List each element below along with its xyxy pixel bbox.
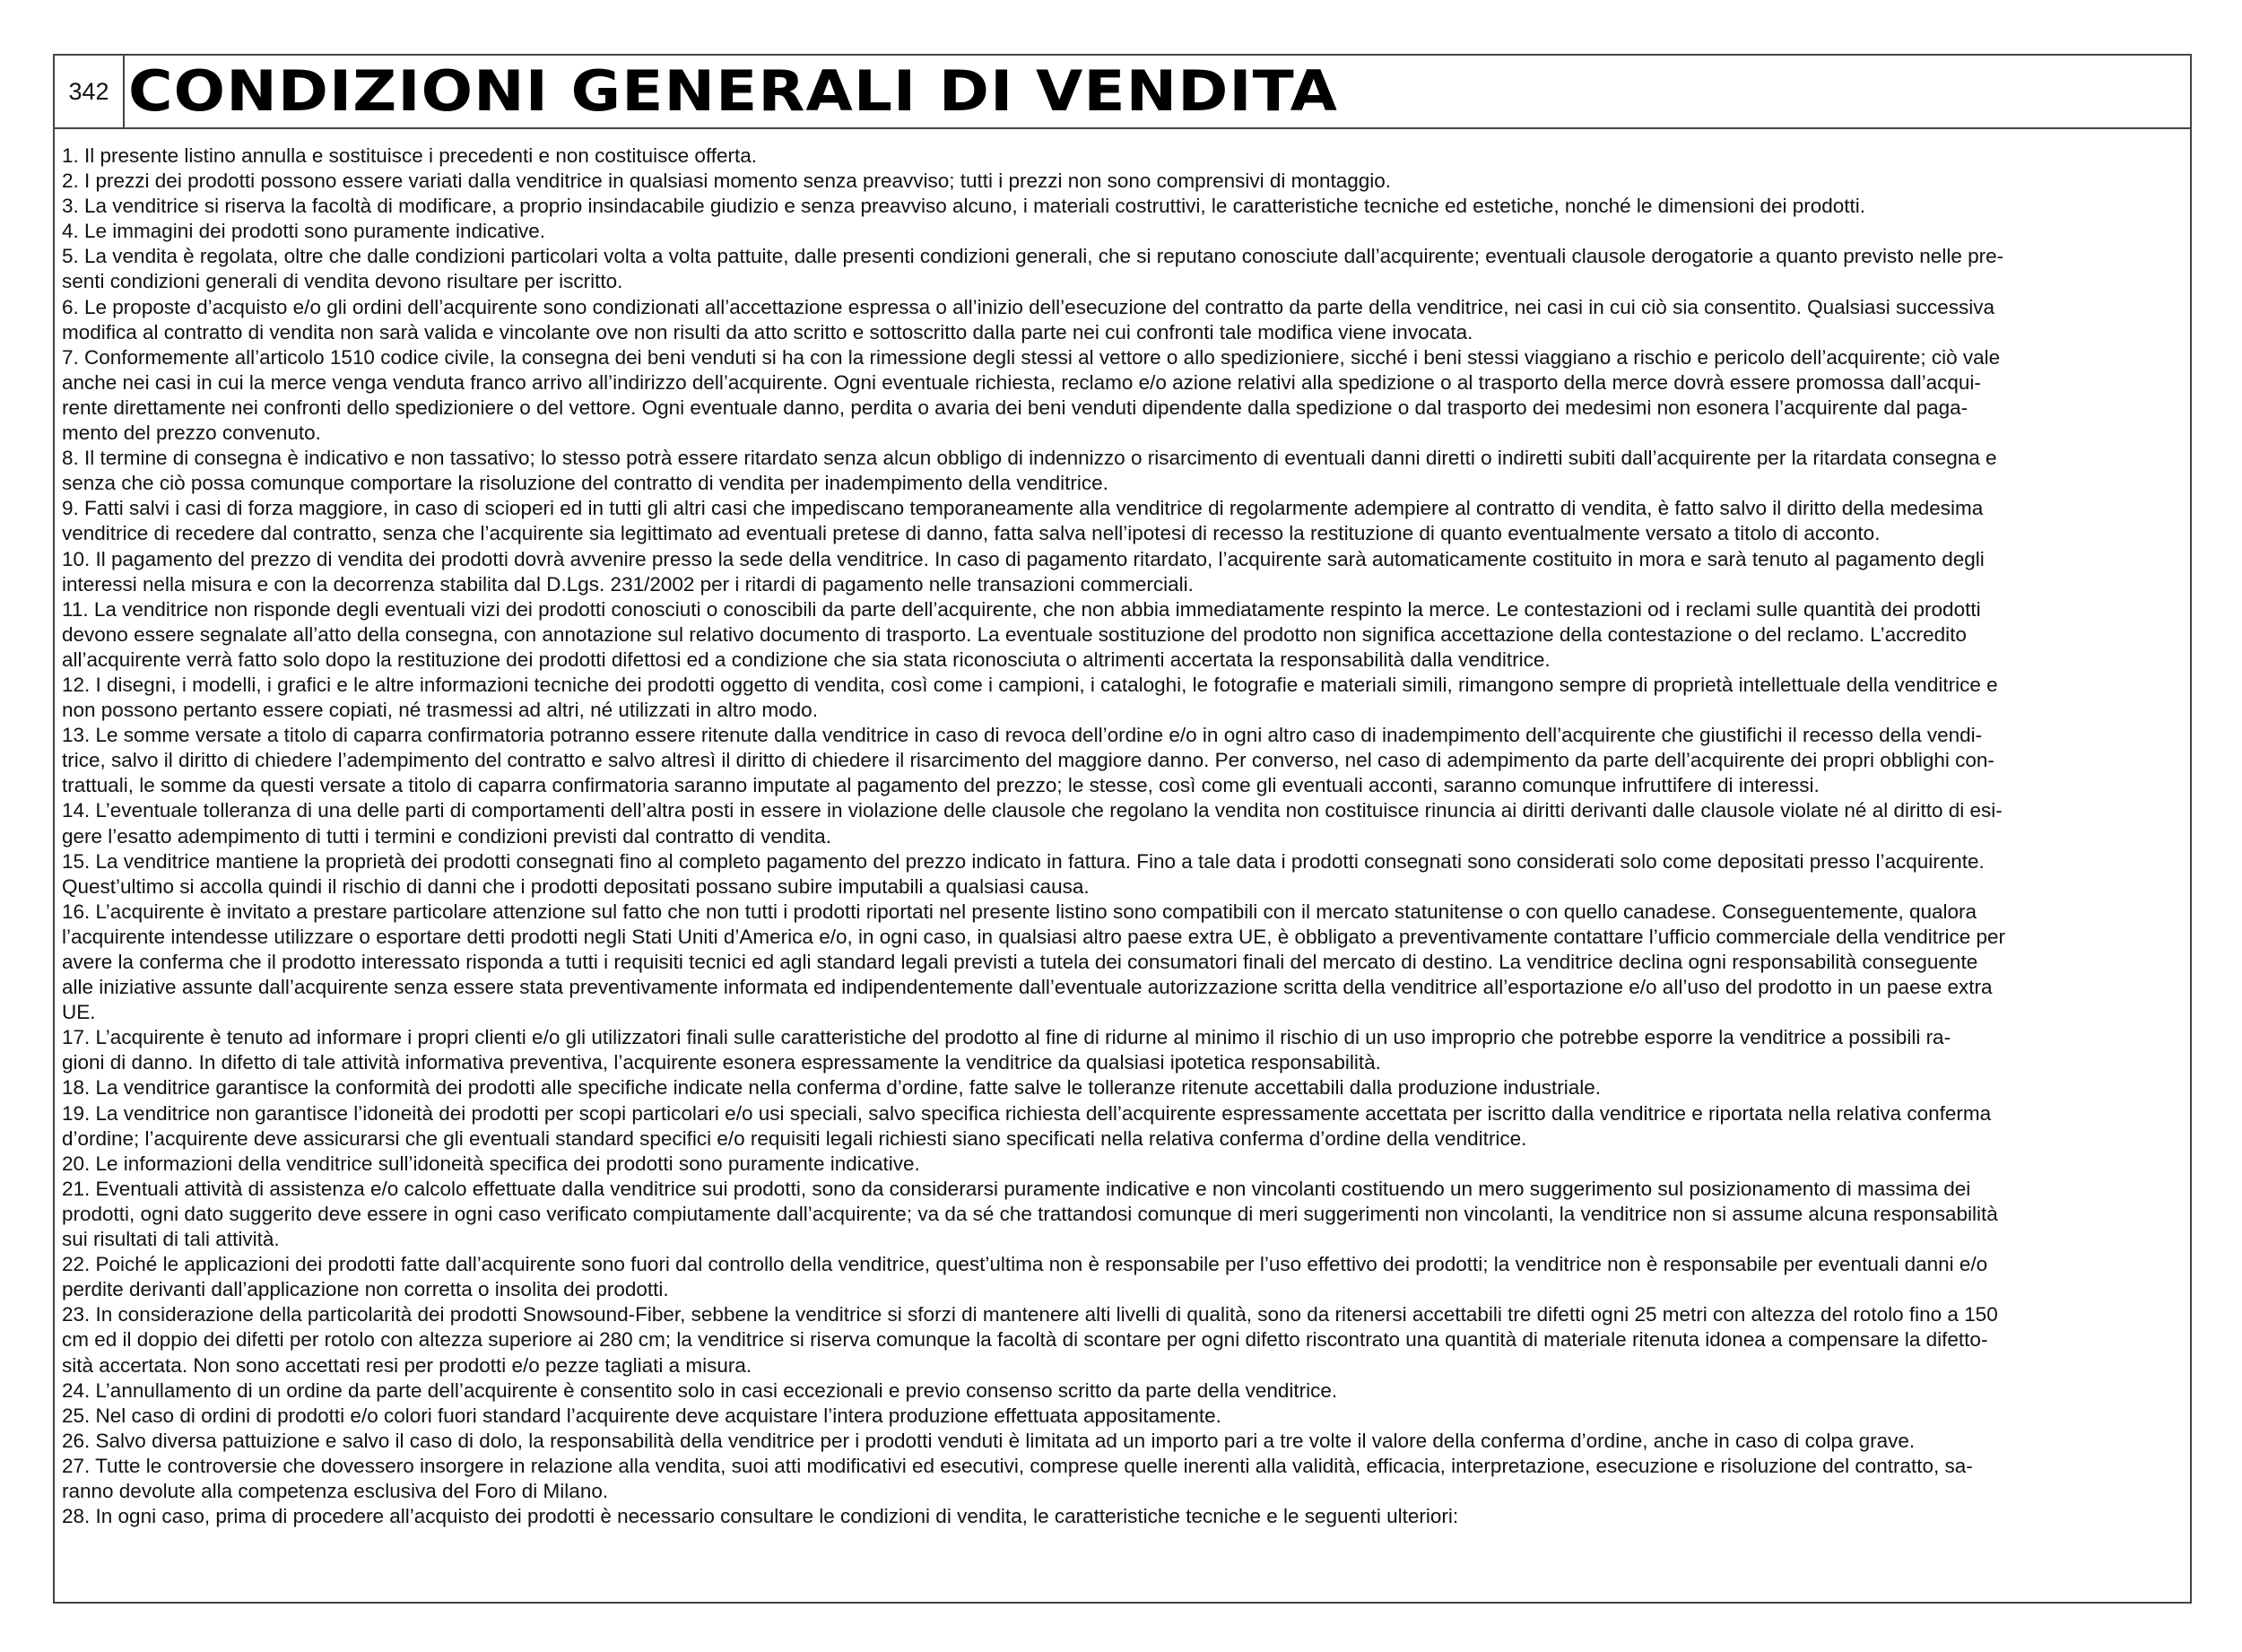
clause-line: ranno devolute alla competenza esclusiva del Foro di Milano. [62,1479,609,1502]
clause-11 [62,597,2187,673]
clause-line: 3. La venditrice si riserva la facoltà di modificare, a proprio insindacabile giudizio e senza preavviso alcuno, i materiali costruttivi, le caratteristiche tecniche ed estetiche, nonché le dimensioni dei prodotti. [62,195,1866,218]
clause-line: 24. L’annullamento di un ordine da parte dell’acquirente è consentito solo in casi eccezionali e previo consenso scritto da parte della venditrice. [62,1378,1338,1402]
clause-26 [62,1429,2187,1454]
clause-line: 17. L’acquirente è tenuto ad informare i propri clienti e/o gli utilizzatori finali sulle caratteristiche del prodotto al fine di ridurne al minimo il rischio di un uso improprio che potrebbe esporre la venditrice a possibili ra- [62,1026,1951,1049]
clause-line: 28. In ogni caso, prima di procedere all’acquisto dei prodotti è necessario consultare le condizioni di vendita, le caratteristiche tecniche e le seguenti ulteriori: [62,1505,1459,1528]
clause-line: 22. Poiché le applicazioni dei prodotti fatte dall’acquirente sono fuori dal controllo della venditrice, quest’ultima non è responsabile per l’uso effettivo dei prodotti; la venditrice non è responsabile per eventuali danni e/o [62,1253,1988,1276]
clause-3 [62,194,2187,219]
clause-line: 1. Il presente listino annulla e sostituisce i precedenti e non costituisce offerta. [62,144,758,167]
clause-15 [62,849,2187,900]
clause-line: gere l’esatto adempimento di tutti i termini e condizioni previsti dal contratto di vendita. [62,824,831,848]
header [55,56,2190,129]
clause-line: gioni di danno. In difetto di tale attività informativa preventiva, l’acquirente esonera espressamente la venditrice da qualsiasi ipotetica responsabilità. [62,1051,1381,1074]
clause-line: 6. Le proposte d’acquisto e/o gli ordini dell’acquirente sono condizionati all’accettazione espressa o all’inizio dell’esecuzione del contratto da parte della venditrice, nei casi in cui ciò sia consentito. Qualsiasi successiva [62,295,1994,318]
clause-7 [62,345,2187,446]
clause-line: venditrice di recedere dal contratto, senza che l’acquirente sia legittimato ad eventuali pretese di danno, fatta salva nell’ipotesi di recesso la restituzione di quanto eventualmente versato a titolo di acconto. [62,522,1881,545]
clause-line: alle iniziative assunte dall’acquirente senza essere stata preventivamente informata ed indipendentemente dall’eventuale autorizzazione scritta della venditrice all’esportazione e/o all’uso del prodotto in un paese extra [62,976,1993,999]
clause-line: sità accertata. Non sono accettati resi per prodotti e/o pezze tagliati a misura. [62,1353,752,1377]
page-frame [53,54,2192,1604]
clause-line: 8. Il termine di consegna è indicativo e non tassativo; lo stesso potrà essere ritardato senza alcun obbligo di indennizzo o risarcimento di eventuali danni diretti o indiretti subiti dall’acquirente per la ritardata consegna e [62,447,1997,470]
clause-line: 11. La venditrice non risponde degli eventuali vizi dei prodotti conosciuti o conoscibili da parte dell’acquirente, che non abbia immediatamente respinto la merce. Le contestazioni od i reclami sulle quantità dei prodotti [62,597,1981,621]
clause-line: senza che ciò possa comunque comportare la risoluzione del contratto di vendita per inadempimento della venditrice. [62,472,1108,495]
clause-line: Quest’ultimo si accolla quindi il rischio di danni che i prodotti depositati possano subire imputabili a qualsiasi causa. [62,874,1090,898]
clause-line: interessi nella misura e con la decorrenza stabilita dal D.Lgs. 231/2002 per i ritardi di pagamento nelle transazioni commerciali. [62,572,1194,596]
clause-line: 2. I prezzi dei prodotti possono essere variati dalla venditrice in qualsiasi momento senza preavviso; tutti i prezzi non sono comprensivi di montaggio. [62,170,1392,193]
page-title: CONDIZIONI GENERALI DI VENDITA [128,58,1338,124]
clause-4 [62,219,2187,244]
clause-line: prodotti, ogni dato suggerito deve essere in ogni caso verificato compiutamente dall’acquirente; va da sé che trattandosi comunque di meri suggerimenti non vincolanti, la venditrice non si assume alcuna responsabilità [62,1202,1998,1225]
clause-line: 4. Le immagini dei prodotti sono puramente indicative. [62,220,546,243]
clauses-list [62,143,2187,1529]
clause-10 [62,547,2187,597]
clause-line: 16. L’acquirente è invitato a prestare particolare attenzione sul fatto che non tutti i prodotti riportati nel presente listino sono compatibili con il mercato statunitense o con quello canadese. Conseguentemente, qualora [62,900,1977,923]
clause-line: modifica al contratto di vendita non sarà valida e vincolante ove non risulti da atto scritto e sottoscritto dalla parte nei cui confronti tale modifica viene invocata. [62,320,1473,343]
clause-5 [62,244,2187,294]
clause-line: sui risultati di tali attività. [62,1228,280,1251]
clause-line: 14. L’eventuale tolleranza di una delle parti di comportamenti dell’altra posti in essere in violazione delle clausole che regolano la vendita non costituisce rinuncia ai diritti derivanti dalle clausole violate né al diritto di esi- [62,799,2003,822]
clause-line: senti condizioni generali di vendita devono risultare per iscritto. [62,270,623,293]
clause-2 [62,169,2187,194]
clause-13 [62,723,2187,798]
clause-20 [62,1152,2187,1177]
clause-line: 25. Nel caso di ordini di prodotti e/o colori fuori standard l’acquirente deve acquistare l’intera produzione effettuata appositamente. [62,1404,1221,1427]
clause-line: 9. Fatti salvi i casi di forza maggiore, in caso di scioperi ed in tutti gli altri casi che impediscano temporaneamente alla venditrice di regolarmente adempiere al contratto di vendita, è fatto salvo il diritto della medesima [62,497,1984,520]
clause-8 [62,446,2187,496]
clause-line: trice, salvo il diritto di chiedere l’adempimento del contratto e salvo altresì il diritto di chiedere il risarcimento del maggiore danno. Per converso, nel caso di adempimento da parte dell’acquirente dei propri obblighi con- [62,749,1994,772]
clause-16 [62,900,2187,1025]
clause-line: l’acquirente intendesse utilizzare o esportare detti prodotti negli Stati Uniti d’America e/o, in ogni caso, in qualsiasi altro paese extra UE, è obbligato a preventivamente contattare l’ufficio commerciale della venditrice per [62,925,2005,948]
page-number: 342 [55,56,125,127]
clause-line: anche nei casi in cui la merce venga venduta franco arrivo all’indirizzo dell’acquirente. Ogni eventuale richiesta, reclamo e/o azione relativi alla spedizione o al trasporto della merce dovrà essere promossa dall’acqui- [62,370,1981,394]
clause-line: 23. In considerazione della particolarità dei prodotti Snowsound-Fiber, sebbene la venditrice si sforzi di mantenere alti livelli di qualità, sono da ritenersi accettabili tre difetti ogni 25 metri con altezza del rotolo fino a 150 [62,1303,1998,1326]
clause-line: 10. Il pagamento del prezzo di vendita dei prodotti dovrà avvenire presso la sede della venditrice. In caso di pagamento ritardato, l’acquirente sarà automaticamente costituito in mora e sarà tenuto al pagamento degli [62,547,1985,570]
clause-17 [62,1025,2187,1075]
clause-line: cm ed il doppio dei difetti per rotolo con altezza superiore ai 280 cm; la venditrice si riserva comunque la facoltà di scontare per ogni difetto riscontrato una quantità di materiale ritenuta idonea a compensare la difetto- [62,1328,1988,1352]
clause-line: avere la conferma che il prodotto interessato risponda a tutti i requisiti tecnici ed agli standard legali previsti a tutela dei consumatori finali del mercato di destino. La venditrice declina ogni responsabilità conseguente [62,951,1978,973]
clause-line: 21. Eventuali attività di assistenza e/o calcolo effettuate dalla venditrice sui prodotti, sono da considerarsi puramente indicative e non vincolanti costituendo un mero suggerimento sul posizionamento di massima dei [62,1177,1971,1200]
clause-14 [62,798,2187,848]
clause-line: 15. La venditrice mantiene la proprietà dei prodotti consegnati fino al completo pagamento del prezzo indicato in fattura. Fino a tale data i prodotti consegnati sono considerati solo come depositati presso l’acquirente. [62,849,1985,873]
clause-21 [62,1177,2187,1252]
clause-line: non possono pertanto essere copiati, né trasmessi ad altri, né utilizzati in altro modo. [62,699,818,722]
clause-line: perdite derivanti dall’applicazione non corretta o insolita dei prodotti. [62,1278,669,1301]
clause-line: 13. Le somme versate a titolo di caparra confirmatoria potranno essere ritenute dalla venditrice in caso di revoca dell’ordine e/o in ogni altro caso di inadempimento dell’acquirente che giustifichi il recesso della vendi- [62,724,1983,747]
clause-22 [62,1252,2187,1302]
clause-1 [62,143,2187,169]
clause-6 [62,295,2187,345]
clause-line: 20. Le informazioni della venditrice sull’idoneità specifica dei prodotti sono puramente indicative. [62,1152,920,1175]
clause-line: 7. Conformemente all’articolo 1510 codice civile, la consegna dei beni venduti si ha con la rimessione degli stessi al vettore o allo spedizioniere, sicché i beni stessi viaggiano a rischio e pericolo dell’acquirente; ciò vale [62,345,2001,369]
clause-18 [62,1075,2187,1100]
clause-19 [62,1101,2187,1152]
clause-line: devono essere segnalate all’atto della consegna, con annotazione sul relativo documento di trasporto. La eventuale sostituzione del prodotto non significa accettazione della contestazione o del reclamo. L’accredito [62,622,1967,646]
clause-line: UE. [62,1001,96,1024]
clause-25 [62,1404,2187,1429]
clause-line: 5. La vendita è regolata, oltre che dalle condizioni particolari volta a volta pattuite, dalle presenti condizioni generali, che si reputano conosciute dall’acquirente; eventuali clausole derogatorie a quanto previsto nelle pre- [62,245,2004,268]
clause-line: 26. Salvo diversa pattuizione e salvo il caso di dolo, la responsabilità della venditrice per i prodotti venduti è limitata ad un importo pari a tre volte il valore della conferma d’ordine, anche in caso di colpa grave. [62,1429,1916,1452]
clause-line: 12. I disegni, i modelli, i grafici e le altre informazioni tecniche dei prodotti oggetto di vendita, così come i campioni, i cataloghi, le fotografie e materiali simili, rimangono sempre di proprietà intellettuale della venditrice e [62,673,1998,696]
clause-line: rente direttamente nei confronti dello spedizioniere o del vettore. Ogni eventuale danno, perdita o avaria dei beni venduti dipendente dalla spedizione o dal trasporto dei medesimi non esonera l’acquirente dal paga- [62,396,1968,419]
clause-line: 19. La venditrice non garantisce l’idoneità dei prodotti per scopi particolari e/o usi speciali, salvo specifica richiesta dell’acquirente espressamente accettata per iscritto dalla venditrice e riportata nella relativa conferma [62,1101,1992,1125]
clause-line: 27. Tutte le controversie che dovessero insorgere in relazione alla vendita, suoi atti modificativi ed esecutivi, comprese quelle inerenti alla validità, efficacia, interpretazione, esecuzione e risoluzione del contratto, sa- [62,1454,1973,1477]
clause-12 [62,673,2187,723]
clause-line: 18. La venditrice garantisce la conformità dei prodotti alle specifiche indicate nella conferma d’ordine, fatte salve le tolleranze ritenute accettabili dalla produzione industriale. [62,1076,1601,1100]
clause-27 [62,1454,2187,1504]
clause-line: d’ordine; l’acquirente deve assicurarsi che gli eventuali standard specifici e/o requisiti legali richiesti siano specificati nella relativa conferma d’ordine della venditrice. [62,1126,1527,1150]
clause-24 [62,1378,2187,1404]
clause-23 [62,1302,2187,1378]
clause-9 [62,496,2187,546]
clause-line: all’acquirente verrà fatto solo dopo la restituzione dei prodotti difettosi ed a condizione che sia stata riconosciuta o altrimenti accertata la responsabilità dalla venditrice. [62,648,1551,671]
clause-line: trattuali, le somme da questi versate a titolo di caparra confirmatoria saranno imputate al pagamento del prezzo; le stesse, così come gli eventuali acconti, saranno comunque infruttifere di interessi. [62,774,1820,797]
clause-line: mento del prezzo convenuto. [62,422,321,445]
clause-28 [62,1504,2187,1529]
